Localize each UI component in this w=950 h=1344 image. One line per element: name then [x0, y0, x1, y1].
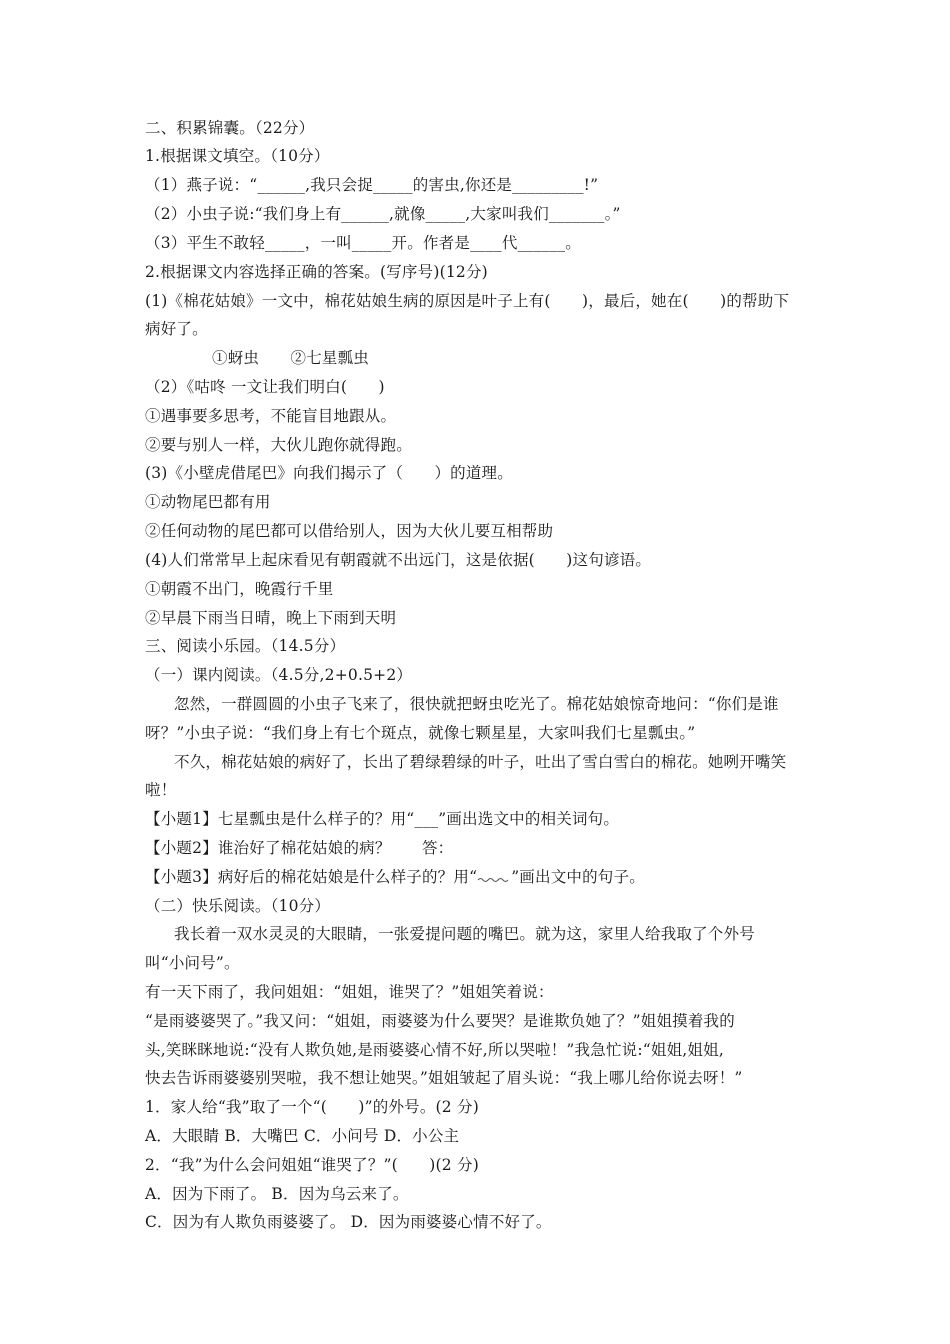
section-3-title: 三、阅读小乐园。（14.5分）	[145, 637, 346, 655]
reading-2-q2-options-ab: A．因为下雨了。 B．因为乌云来了。	[145, 1185, 409, 1203]
reading-1-para-1-cont: 呀？”小虫子说：“我们身上有七个斑点，就像七颗星星，大家叫我们七星瓢虫。”	[145, 724, 696, 742]
choice-2-option-2: ②要与别人一样，大伙儿跑你就得跑。	[145, 436, 412, 454]
reading-2-q2-stem: 2．“我”为什么会问姐姐“谁哭了？”( )(2 分)	[145, 1156, 479, 1174]
reading-2-title: （二）快乐阅读。（10分）	[145, 897, 331, 915]
sub-question-3-after: ”画出文中的句子。	[511, 868, 645, 886]
fill-blank-3: （3）平生不敢轻_____，一叫_____开。作者是____代______。	[145, 234, 581, 252]
choice-1-options: ①蚜虫 ②七星瓢虫	[212, 349, 370, 367]
fill-blank-2: （2）小虫子说:“我们身上有______,就像_____,大家叫我们_______。”	[145, 205, 621, 223]
question-1-title: 1.根据课文填空。（10分）	[145, 147, 330, 165]
reading-2-para-1: 我长着一双水灵灵的大眼睛，一张爱提问题的嘴巴。就为这，家里人给我取了个外号	[174, 925, 755, 943]
reading-2-q1-options: A．大眼睛 B．大嘴巴 C．小问号 D．小公主	[145, 1127, 460, 1145]
fill-blank-1: （1）燕子说：“______,我只会捉_____的害虫,你还是_________!”	[145, 176, 599, 194]
reading-2-para-3-cont-1: 头,笑眯眯地说:“没有人欺负她,是雨婆婆心情不好,所以哭啦！”我急忙说:“姐姐,姐姐,	[145, 1041, 724, 1059]
reading-2-q2-options-cd: C．因为有人欺负雨婆婆了。 D．因为雨婆婆心情不好了。	[145, 1213, 552, 1231]
sub-question-3-before: 【小题3】病好后的棉花姑娘是什么样子的？用“	[145, 868, 478, 886]
reading-1-para-1: 忽然，一群圆圆的小虫子飞来了，很快就把蚜虫吃光了。棉花姑娘惊奇地问：“你们是谁	[174, 695, 779, 713]
choice-1-stem: (1)《棉花姑娘》一文中，棉花姑娘生病的原因是叶子上有( )，最后，她在( )的帮助下	[145, 292, 790, 310]
choice-1-stem-cont: 病好了。	[145, 320, 208, 338]
sub-question-3	[145, 867, 645, 887]
reading-2-para-1-cont: 叫“小问号”。	[145, 954, 240, 972]
reading-2-para-3: “是雨婆婆哭了。”我又问：“姐姐，雨婆婆为什么要哭？是谁欺负她了？”姐姐摸着我的	[145, 1012, 735, 1030]
reading-1-title: （一）课内阅读。（4.5分,2+0.5+2）	[145, 666, 413, 684]
choice-4-stem: (4)人们常常早上起床看见有朝霞就不出远门，这是依据( )这句谚语。	[145, 551, 652, 569]
choice-3-option-1: ①动物尾巴都有用	[145, 493, 271, 511]
sub-question-1: 【小题1】七星瓢虫是什么样子的？用“___”画出选文中的相关词句。	[145, 810, 620, 828]
choice-3-option-2: ②任何动物的尾巴都可以借给别人，因为大伙儿要互相帮助	[145, 522, 554, 540]
reading-2-para-3-cont-2: 快去告诉雨婆婆别哭啦，我不想让她哭。”姐姐皱起了眉头说：“我上哪儿给你说去呀！”	[145, 1069, 743, 1087]
choice-4-option-2: ②早晨下雨当日晴，晚上下雨到天明	[145, 609, 397, 627]
reading-1-para-2-cont: 啦！	[145, 781, 177, 799]
question-2-title: 2.根据课文内容选择正确的答案。(写序号)(12分)	[145, 263, 488, 281]
reading-2-para-2: 有一天下雨了，我问姐姐：“姐姐，谁哭了？”姐姐笑着说：	[145, 983, 554, 1001]
sub-question-2: 【小题2】谁治好了棉花姑娘的病？ 答：	[145, 839, 454, 857]
wavy-underline-icon	[477, 871, 511, 883]
reading-2-q1-stem: 1．家人给“我”取了一个“( )”的外号。(2 分)	[145, 1098, 479, 1116]
section-2-title: 二、积累锦囊。（22分）	[145, 119, 315, 137]
choice-2-stem: （2）《咕咚 一文让我们明白( )	[145, 378, 385, 396]
choice-3-stem: (3)《小壁虎借尾巴》向我们揭示了（ ）的道理。	[145, 464, 513, 482]
choice-2-option-1: ①遇事要多思考，不能盲目地跟从。	[145, 407, 397, 425]
choice-4-option-1: ①朝霞不出门，晚霞行千里	[145, 580, 334, 598]
reading-1-para-2: 不久，棉花姑娘的病好了，长出了碧绿碧绿的叶子，吐出了雪白雪白的棉花。她咧开嘴笑	[174, 753, 787, 771]
